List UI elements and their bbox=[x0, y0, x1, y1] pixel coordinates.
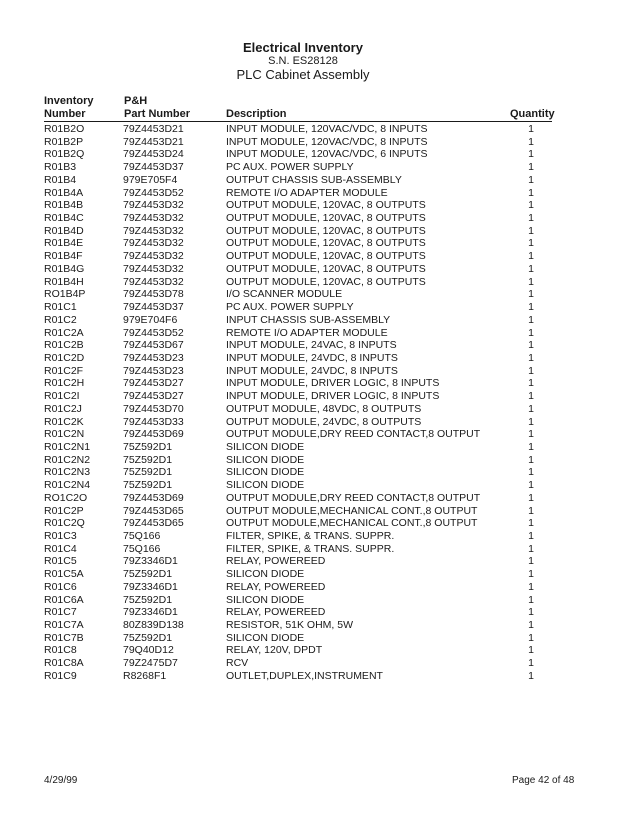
table-row bbox=[0, 123, 638, 136]
description-cell: OUTPUT CHASSIS SUB-ASSEMBLY bbox=[226, 173, 402, 186]
table-row bbox=[0, 632, 638, 645]
part-number-cell: 79Z4453D32 bbox=[123, 237, 184, 250]
quantity-cell: 1 bbox=[528, 148, 534, 161]
inventory-number-cell: R01B4C bbox=[44, 212, 84, 225]
quantity-cell: 1 bbox=[528, 491, 534, 504]
table-row bbox=[0, 199, 638, 212]
quantity-cell: 1 bbox=[528, 237, 534, 250]
table-row bbox=[0, 377, 638, 390]
description-cell: INPUT MODULE, 120VAC/VDC, 8 INPUTS bbox=[226, 123, 428, 135]
description-cell: OUTPUT MODULE, 48VDC, 8 OUTPUTS bbox=[226, 402, 422, 415]
inventory-number-cell: R01C5A bbox=[44, 568, 84, 581]
part-number-cell: 79Z4453D32 bbox=[123, 250, 184, 263]
table-row bbox=[0, 530, 638, 543]
column-header-quantity: Quantity bbox=[510, 108, 555, 120]
column-header-description: Description bbox=[226, 108, 287, 120]
description-cell: SILICON DIODE bbox=[226, 568, 305, 581]
part-number-cell: 979E704F6 bbox=[123, 313, 178, 326]
inventory-number-cell: R01C2N2 bbox=[44, 453, 91, 466]
inventory-number-cell: R01C5 bbox=[44, 555, 77, 568]
inventory-number-cell: R01C6A bbox=[44, 593, 84, 606]
description-cell: RESISTOR, 51K OHM, 5W bbox=[226, 619, 353, 632]
table-row bbox=[0, 161, 638, 174]
part-number-cell: 79Z4453D32 bbox=[123, 262, 184, 275]
part-number-cell: R8268F1 bbox=[123, 669, 167, 682]
quantity-cell: 1 bbox=[528, 631, 534, 644]
quantity-cell: 1 bbox=[528, 377, 534, 390]
inventory-number-cell: R01C7B bbox=[44, 631, 84, 644]
part-number-cell: 79Z4453D21 bbox=[123, 135, 184, 148]
quantity-cell: 1 bbox=[528, 568, 534, 581]
table-row bbox=[0, 250, 638, 263]
quantity-cell: 1 bbox=[528, 135, 534, 148]
table-row bbox=[0, 365, 638, 378]
footer-date: 4/29/99 bbox=[44, 775, 78, 786]
part-number-cell: 79Z4453D21 bbox=[123, 123, 184, 135]
table-row bbox=[0, 492, 638, 505]
table-row bbox=[0, 339, 638, 352]
description-cell: PC AUX. POWER SUPPLY bbox=[226, 161, 354, 174]
description-cell: INPUT MODULE, 24VDC, 8 INPUTS bbox=[226, 364, 398, 377]
description-cell: OUTPUT MODULE,DRY REED CONTACT,8 OUTPUT bbox=[226, 491, 481, 504]
description-cell: INPUT CHASSIS SUB-ASSEMBLY bbox=[226, 313, 391, 326]
document-title: Electrical Inventory bbox=[243, 40, 363, 55]
part-number-cell: 79Z4453D24 bbox=[123, 148, 184, 161]
quantity-cell: 1 bbox=[528, 173, 534, 186]
inventory-number-cell: R01C2I bbox=[44, 390, 80, 403]
quantity-cell: 1 bbox=[528, 351, 534, 364]
inventory-number-cell: R01C2F bbox=[44, 364, 84, 377]
part-number-cell: 79Z4453D27 bbox=[123, 390, 184, 403]
inventory-number-cell: R01C8A bbox=[44, 657, 84, 670]
part-number-cell: 79Z4453D37 bbox=[123, 301, 184, 314]
part-number-cell: 79Z4453D69 bbox=[123, 428, 184, 441]
inventory-number-cell: R01C2J bbox=[44, 402, 82, 415]
table-row bbox=[0, 441, 638, 454]
table-row bbox=[0, 670, 638, 683]
description-cell: RELAY, 120V, DPDT bbox=[226, 644, 323, 657]
inventory-number-cell: R01C2Q bbox=[44, 517, 85, 530]
description-cell: FILTER, SPIKE, & TRANS. SUPPR. bbox=[226, 542, 395, 555]
inventory-number-cell: R01C2K bbox=[44, 415, 84, 428]
description-cell: INPUT MODULE, 120VAC/VDC, 8 INPUTS bbox=[226, 135, 428, 148]
table-row bbox=[0, 225, 638, 238]
inventory-number-cell: R01B4A bbox=[44, 186, 84, 199]
part-number-cell: 75Q166 bbox=[123, 530, 161, 542]
part-number-cell: 79Z4453D37 bbox=[123, 161, 184, 174]
quantity-cell: 1 bbox=[528, 530, 534, 542]
description-cell: INPUT MODULE, 24VDC, 8 INPUTS bbox=[226, 351, 398, 364]
part-number-cell: 79Z2475D7 bbox=[123, 657, 178, 670]
description-cell: OUTPUT MODULE, 120VAC, 8 OUTPUTS bbox=[226, 262, 426, 275]
table-row bbox=[0, 466, 638, 479]
part-number-cell: 75Z592D1 bbox=[123, 466, 173, 479]
column-header-part-number bbox=[124, 95, 190, 121]
table-row bbox=[0, 136, 638, 149]
part-number-cell: 979E705F4 bbox=[123, 173, 178, 186]
description-cell: RELAY, POWEREED bbox=[226, 555, 326, 568]
part-number-cell: 79Z4453D52 bbox=[123, 186, 184, 199]
table-row bbox=[0, 301, 638, 314]
column-header-part-line2: Part Number bbox=[124, 108, 191, 120]
quantity-cell: 1 bbox=[528, 402, 534, 415]
inventory-number-cell: R01C9 bbox=[44, 669, 77, 682]
part-number-cell: 80Z839D138 bbox=[123, 619, 184, 632]
description-cell: INPUT MODULE, 120VAC/VDC, 6 INPUTS bbox=[226, 148, 428, 161]
inventory-number-cell: R01C2N3 bbox=[44, 466, 91, 479]
table-row bbox=[0, 543, 638, 556]
table-row bbox=[0, 581, 638, 594]
quantity-cell: 1 bbox=[528, 479, 534, 492]
document-subtitle: PLC Cabinet Assembly bbox=[236, 67, 370, 82]
description-cell: REMOTE I/O ADAPTER MODULE bbox=[226, 186, 388, 199]
part-number-cell: 79Z3346D1 bbox=[123, 580, 178, 593]
description-cell: OUTPUT MODULE, 120VAC, 8 OUTPUTS bbox=[226, 212, 426, 225]
column-header-part-line1: P&H bbox=[124, 95, 148, 107]
header-rule bbox=[44, 121, 552, 122]
description-cell: PC AUX. POWER SUPPLY bbox=[226, 301, 354, 314]
table-row bbox=[0, 606, 638, 619]
part-number-cell: 79Z4453D23 bbox=[123, 351, 184, 364]
quantity-cell: 1 bbox=[528, 657, 534, 670]
description-cell: OUTPUT MODULE, 120VAC, 8 OUTPUTS bbox=[226, 199, 426, 212]
table-row bbox=[0, 403, 638, 416]
description-cell: SILICON DIODE bbox=[226, 466, 305, 479]
description-cell: OUTPUT MODULE, 120VAC, 8 OUTPUTS bbox=[226, 275, 426, 288]
quantity-cell: 1 bbox=[528, 606, 534, 619]
description-cell: I/O SCANNER MODULE bbox=[226, 288, 343, 301]
quantity-cell: 1 bbox=[528, 123, 534, 135]
inventory-number-cell: R01C2B bbox=[44, 339, 84, 352]
part-number-cell: 79Z4453D33 bbox=[123, 415, 184, 428]
table-row bbox=[0, 416, 638, 429]
quantity-cell: 1 bbox=[528, 161, 534, 174]
description-cell: INPUT MODULE, 24VAC, 8 INPUTS bbox=[226, 339, 397, 352]
description-cell: FILTER, SPIKE, & TRANS. SUPPR. bbox=[226, 530, 395, 542]
column-header-inventory-number bbox=[44, 95, 94, 121]
inventory-number-cell: RO1C2O bbox=[44, 491, 88, 504]
inventory-number-cell: R01B4B bbox=[44, 199, 84, 212]
inventory-number-cell: R01C6 bbox=[44, 580, 77, 593]
quantity-cell: 1 bbox=[528, 390, 534, 403]
table-row bbox=[0, 212, 638, 225]
part-number-cell: 79Z4453D23 bbox=[123, 364, 184, 377]
table-row bbox=[0, 390, 638, 403]
quantity-cell: 1 bbox=[528, 186, 534, 199]
description-cell: REMOTE I/O ADAPTER MODULE bbox=[226, 326, 388, 339]
inventory-number-cell: RO1B4P bbox=[44, 288, 86, 301]
description-cell: OUTPUT MODULE,DRY REED CONTACT,8 OUTPUT bbox=[226, 428, 481, 441]
description-cell: SILICON DIODE bbox=[226, 440, 305, 453]
description-cell: OUTPUT MODULE, 120VAC, 8 OUTPUTS bbox=[226, 237, 426, 250]
part-number-cell: 75Z592D1 bbox=[123, 593, 173, 606]
description-cell: OUTPUT MODULE, 120VAC, 8 OUTPUTS bbox=[226, 250, 426, 263]
table-row bbox=[0, 327, 638, 340]
quantity-cell: 1 bbox=[528, 466, 534, 479]
part-number-cell: 75Z592D1 bbox=[123, 479, 173, 492]
description-cell: OUTPUT MODULE, 24VDC, 8 OUTPUTS bbox=[226, 415, 422, 428]
part-number-cell: 75Z592D1 bbox=[123, 453, 173, 466]
inventory-number-cell: R01C1 bbox=[44, 301, 77, 314]
part-number-cell: 79Z4453D32 bbox=[123, 275, 184, 288]
inventory-number-cell: R01C7 bbox=[44, 606, 77, 619]
part-number-cell: 79Z4453D65 bbox=[123, 517, 184, 530]
inventory-number-cell: R01C2N4 bbox=[44, 479, 91, 492]
quantity-cell: 1 bbox=[528, 440, 534, 453]
table-row bbox=[0, 276, 638, 289]
inventory-number-cell: R01C7A bbox=[44, 619, 84, 632]
table-row bbox=[0, 174, 638, 187]
quantity-cell: 1 bbox=[528, 669, 534, 682]
quantity-cell: 1 bbox=[528, 644, 534, 657]
part-number-cell: 79Z4453D67 bbox=[123, 339, 184, 352]
table-row bbox=[0, 148, 638, 161]
inventory-number-cell: R01C2H bbox=[44, 377, 85, 390]
table-row bbox=[0, 568, 638, 581]
quantity-cell: 1 bbox=[528, 212, 534, 225]
table-row bbox=[0, 479, 638, 492]
column-header-inventory-line1: Inventory bbox=[44, 95, 94, 107]
inventory-number-cell: R01B4F bbox=[44, 250, 83, 263]
quantity-cell: 1 bbox=[528, 415, 534, 428]
quantity-cell: 1 bbox=[528, 542, 534, 555]
quantity-cell: 1 bbox=[528, 275, 534, 288]
quantity-cell: 1 bbox=[528, 593, 534, 606]
quantity-cell: 1 bbox=[528, 199, 534, 212]
table-row bbox=[0, 263, 638, 276]
description-cell: OUTLET,DUPLEX,INSTRUMENT bbox=[226, 669, 383, 682]
quantity-cell: 1 bbox=[528, 555, 534, 568]
inventory-number-cell: R01B4H bbox=[44, 275, 84, 288]
table-row bbox=[0, 555, 638, 568]
inventory-number-cell: R01C2N1 bbox=[44, 440, 91, 453]
part-number-cell: 79Q40D12 bbox=[123, 644, 174, 657]
footer-page-number: Page 42 of 48 bbox=[512, 775, 575, 786]
inventory-number-cell: R01C3 bbox=[44, 530, 77, 542]
inventory-number-cell: R01B2O bbox=[44, 123, 85, 135]
description-cell: RCV bbox=[226, 657, 249, 670]
description-cell: OUTPUT MODULE,MECHANICAL CONT.,8 OUTPUT bbox=[226, 504, 478, 517]
inventory-number-cell: R01B4 bbox=[44, 173, 77, 186]
table-row bbox=[0, 644, 638, 657]
quantity-cell: 1 bbox=[528, 313, 534, 326]
quantity-cell: 1 bbox=[528, 250, 534, 263]
description-cell: OUTPUT MODULE, 120VAC, 8 OUTPUTS bbox=[226, 224, 426, 237]
description-cell: SILICON DIODE bbox=[226, 479, 305, 492]
quantity-cell: 1 bbox=[528, 580, 534, 593]
inventory-number-cell: R01B2P bbox=[44, 135, 84, 148]
description-cell: SILICON DIODE bbox=[226, 631, 305, 644]
inventory-number-cell: R01C4 bbox=[44, 542, 77, 555]
column-header-inventory-line2: Number bbox=[44, 108, 86, 120]
inventory-number-cell: R01B4E bbox=[44, 237, 84, 250]
quantity-cell: 1 bbox=[528, 224, 534, 237]
inventory-number-cell: R01C2D bbox=[44, 351, 85, 364]
table-row bbox=[0, 517, 638, 530]
inventory-number-cell: R01C2P bbox=[44, 504, 84, 517]
part-number-cell: 75Z592D1 bbox=[123, 440, 173, 453]
quantity-cell: 1 bbox=[528, 364, 534, 377]
quantity-cell: 1 bbox=[528, 339, 534, 352]
part-number-cell: 75Z592D1 bbox=[123, 568, 173, 581]
quantity-cell: 1 bbox=[528, 428, 534, 441]
quantity-cell: 1 bbox=[528, 288, 534, 301]
description-cell: OUTPUT MODULE,MECHANICAL CONT.,8 OUTPUT bbox=[226, 517, 478, 530]
description-cell: INPUT MODULE, DRIVER LOGIC, 8 INPUTS bbox=[226, 377, 440, 390]
description-cell: INPUT MODULE, DRIVER LOGIC, 8 INPUTS bbox=[226, 390, 440, 403]
quantity-cell: 1 bbox=[528, 453, 534, 466]
table-row bbox=[0, 352, 638, 365]
part-number-cell: 79Z4453D27 bbox=[123, 377, 184, 390]
part-number-cell: 79Z3346D1 bbox=[123, 606, 178, 619]
table-row bbox=[0, 288, 638, 301]
table-row bbox=[0, 505, 638, 518]
part-number-cell: 79Z4453D32 bbox=[123, 212, 184, 225]
description-cell: SILICON DIODE bbox=[226, 593, 305, 606]
part-number-cell: 79Z4453D32 bbox=[123, 199, 184, 212]
quantity-cell: 1 bbox=[528, 326, 534, 339]
inventory-table-body bbox=[0, 123, 638, 683]
part-number-cell: 79Z4453D78 bbox=[123, 288, 184, 301]
quantity-cell: 1 bbox=[528, 301, 534, 314]
table-row bbox=[0, 237, 638, 250]
part-number-cell: 79Z4453D69 bbox=[123, 491, 184, 504]
description-cell: RELAY, POWEREED bbox=[226, 580, 326, 593]
table-row bbox=[0, 594, 638, 607]
table-row bbox=[0, 314, 638, 327]
part-number-cell: 79Z4453D52 bbox=[123, 326, 184, 339]
quantity-cell: 1 bbox=[528, 262, 534, 275]
table-row bbox=[0, 657, 638, 670]
table-row bbox=[0, 454, 638, 467]
description-cell: SILICON DIODE bbox=[226, 453, 305, 466]
serial-number: S.N. ES28128 bbox=[268, 55, 338, 67]
part-number-cell: 79Z4453D65 bbox=[123, 504, 184, 517]
table-row bbox=[0, 187, 638, 200]
inventory-number-cell: R01C2 bbox=[44, 313, 77, 326]
quantity-cell: 1 bbox=[528, 619, 534, 632]
description-cell: RELAY, POWEREED bbox=[226, 606, 326, 619]
part-number-cell: 75Z592D1 bbox=[123, 631, 173, 644]
quantity-cell: 1 bbox=[528, 504, 534, 517]
part-number-cell: 79Z4453D70 bbox=[123, 402, 184, 415]
part-number-cell: 79Z4453D32 bbox=[123, 224, 184, 237]
part-number-cell: 75Q166 bbox=[123, 542, 161, 555]
inventory-number-cell: R01C2A bbox=[44, 326, 84, 339]
inventory-number-cell: R01B4G bbox=[44, 262, 85, 275]
table-row bbox=[0, 428, 638, 441]
inventory-number-cell: R01B4D bbox=[44, 224, 84, 237]
quantity-cell: 1 bbox=[528, 517, 534, 530]
part-number-cell: 79Z3346D1 bbox=[123, 555, 178, 568]
inventory-number-cell: R01B2Q bbox=[44, 148, 85, 161]
inventory-number-cell: R01C8 bbox=[44, 644, 77, 657]
inventory-number-cell: R01C2N bbox=[44, 428, 85, 441]
table-row bbox=[0, 619, 638, 632]
inventory-number-cell: R01B3 bbox=[44, 161, 77, 174]
